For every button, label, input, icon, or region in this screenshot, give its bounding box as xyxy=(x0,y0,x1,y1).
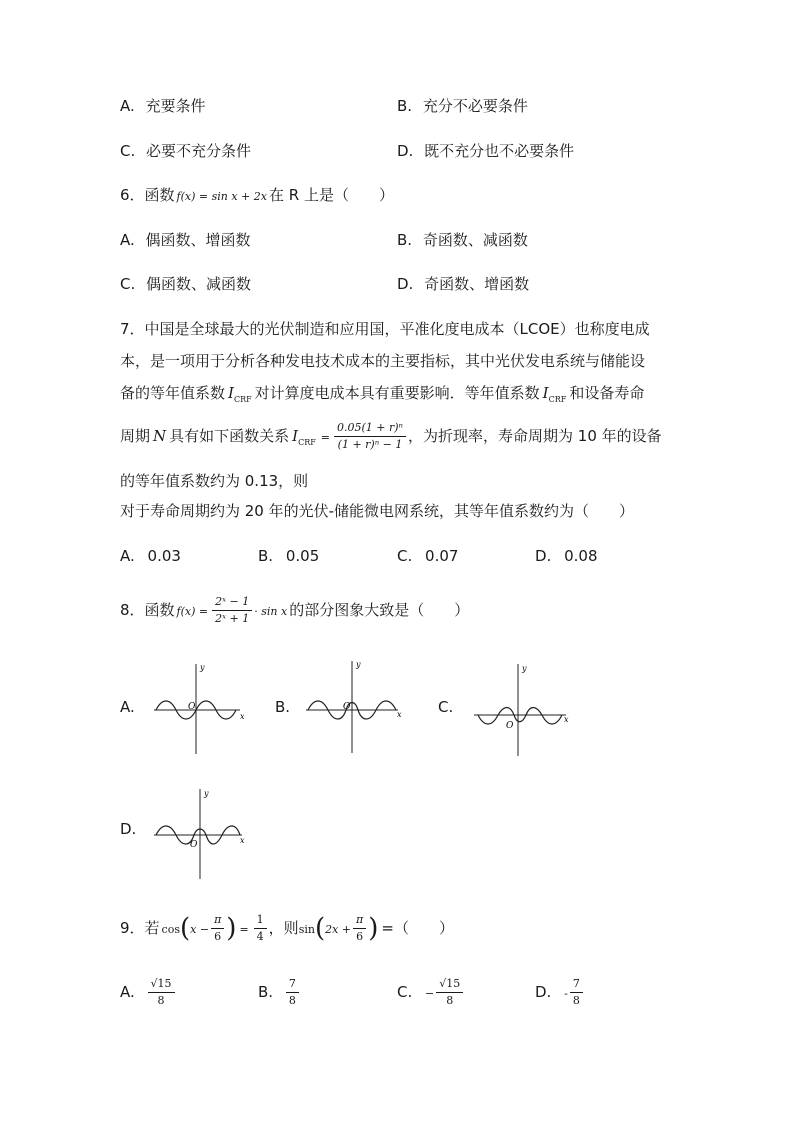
option-denominator: 8 xyxy=(288,994,296,1007)
q8-prefix: 8．函数 xyxy=(120,601,175,619)
q8-denominator: 2ˣ + 1 xyxy=(215,612,250,625)
q7-option-a xyxy=(120,545,181,567)
origin-label: O xyxy=(343,702,351,712)
q6-option-a xyxy=(120,229,251,251)
q7-text: 备的等年值系数 xyxy=(120,384,226,402)
cos-argument: x − xyxy=(190,923,210,936)
q7-option-c xyxy=(397,545,458,567)
pi-numerator: π xyxy=(353,912,366,929)
icrf-var: I xyxy=(228,384,234,402)
icrf-symbol xyxy=(543,384,567,402)
option-letter: B. xyxy=(397,97,413,115)
x-axis-label: x xyxy=(397,710,402,719)
q7-option-b xyxy=(258,545,319,567)
q9-option-b xyxy=(258,974,301,1010)
q7-line-2: 本，是一项用于分析各种发电技术成本的主要指标，其中光伏发电系统与储能设 xyxy=(120,352,646,370)
option-letter: C. xyxy=(120,142,136,160)
option-text: 偶函数、增函数 xyxy=(145,231,251,249)
q7-text: ，为折现率，寿命周期为 10 年的设备 xyxy=(408,427,662,445)
option-text: 0.07 xyxy=(425,547,459,565)
q9-option-d xyxy=(535,974,585,1012)
y-axis-label: y xyxy=(522,664,527,673)
origin-label: O xyxy=(190,840,198,850)
icrf-sub: CRF xyxy=(233,395,252,404)
q9-then: ，则 xyxy=(268,919,299,937)
six-denominator: 6 xyxy=(356,930,364,943)
option-letter: A. xyxy=(120,97,135,115)
icrf-symbol xyxy=(228,384,252,402)
x-axis-label: x xyxy=(240,836,245,845)
six-denominator: 6 xyxy=(214,930,222,943)
option-fraction xyxy=(436,976,463,1009)
y-axis-label: y xyxy=(356,660,361,669)
option-sign: - xyxy=(564,987,568,1000)
q8-lhs: f(x) = xyxy=(176,605,209,618)
q7-line-3 xyxy=(120,382,644,411)
q8-stem xyxy=(120,592,469,630)
q7-line-6: 对于寿命周期约为 20 年的光伏-储能微电网系统，其等年值系数约为（ ） xyxy=(120,502,635,520)
formula-denominator: (1 + r)ⁿ − 1 xyxy=(337,438,403,451)
equals-sign: = xyxy=(239,923,249,936)
q9-option-c xyxy=(397,974,465,1012)
y-axis-label: y xyxy=(204,789,209,798)
q7-text: 周期 xyxy=(120,427,151,445)
option-letter: B. xyxy=(258,547,274,565)
option-denominator: 8 xyxy=(572,994,580,1007)
option-text: 必要不充分条件 xyxy=(146,142,252,160)
icrf-symbol xyxy=(292,427,316,445)
curve xyxy=(478,708,562,725)
graph-b-label: B. xyxy=(275,698,291,716)
q8-suffix: 的部分图象大致是（ ） xyxy=(289,601,470,619)
q6-suffix: 在 R 上是（ ） xyxy=(268,186,394,204)
q6-stem xyxy=(120,184,394,208)
graph-c xyxy=(470,660,574,758)
q6-function: f(x) = sin x + 2x xyxy=(176,190,267,203)
q6-option-b xyxy=(397,229,528,251)
q7-line-1: 7．中国是全球最大的光伏制造和应用国，平准化度电成本（LCOE）也称度电成 xyxy=(120,320,650,338)
option-numerator: 7 xyxy=(286,976,299,993)
cos-symbol: cos xyxy=(161,923,180,936)
q7-line-5: 的等年值系数约为 0.13，则 xyxy=(120,472,309,490)
q9-suffix: =（ ） xyxy=(381,919,454,937)
sin-symbol: sin xyxy=(298,923,315,936)
origin-label: O xyxy=(506,721,514,731)
graph-d xyxy=(150,785,250,881)
option-text: 偶函数、减函数 xyxy=(146,275,252,293)
icrf-var: I xyxy=(292,427,299,445)
pi-over-six xyxy=(211,912,224,945)
option-numerator: √15 xyxy=(148,976,175,993)
q7-option-d xyxy=(535,545,598,567)
option-numerator: √15 xyxy=(436,976,463,993)
q6-option-d xyxy=(397,273,529,295)
option-letter: D. xyxy=(535,547,552,565)
option-letter: C. xyxy=(397,547,413,565)
option-letter: A. xyxy=(120,547,135,565)
option-text: 充要条件 xyxy=(145,97,206,115)
icrf-var: I xyxy=(542,384,549,402)
option-letter: C. xyxy=(397,983,413,1001)
option-letter: C. xyxy=(120,275,136,293)
q9-prefix: 9．若 xyxy=(120,919,160,937)
q5-option-c xyxy=(120,140,251,162)
option-text: 0.03 xyxy=(147,547,181,565)
one-quarter xyxy=(254,912,267,945)
option-denominator: 8 xyxy=(446,994,454,1007)
q7-text: 具有如下函数关系 xyxy=(169,427,290,445)
q9-option-a xyxy=(120,974,177,1010)
q5-option-b xyxy=(397,95,528,117)
n-variable: N xyxy=(153,427,167,445)
q8-rhs: · sin x xyxy=(254,605,288,618)
option-text: 奇函数、增函数 xyxy=(424,275,530,293)
icrf-sub: CRF xyxy=(548,395,567,404)
graph-a-label: A. xyxy=(120,698,135,716)
option-sign: − xyxy=(425,987,435,1000)
graph-b xyxy=(302,655,406,755)
y-axis-label: y xyxy=(200,663,205,672)
x-axis-label: x xyxy=(240,712,245,721)
graph-d-label: D. xyxy=(120,820,137,838)
graph-c-label: C. xyxy=(438,698,454,716)
q8-fraction xyxy=(212,594,252,627)
sin-argument: 2x + xyxy=(325,923,352,936)
option-letter: B. xyxy=(258,983,274,1001)
q5-option-d xyxy=(397,140,574,162)
x-axis-label: x xyxy=(564,715,569,724)
option-letter: D. xyxy=(397,275,414,293)
option-fraction xyxy=(148,976,175,1009)
option-letter: A. xyxy=(120,983,135,1001)
option-fraction xyxy=(286,976,299,1009)
q6-option-c xyxy=(120,273,251,295)
q7-line-4: 周期 N 具有如下函数关系 $I_{CRF}$ = $\frac{\text{0.05(1 + r)ⁿ}}{\text{(1 + r)ⁿ − 1}}$ ，为折现率，寿命周期为 10 年的设备 xyxy=(120,421,662,451)
q7-text: 对计算度电成本具有重要影响．等年值系数 xyxy=(254,384,540,402)
option-numerator: 7 xyxy=(570,976,583,993)
option-letter: D. xyxy=(397,142,414,160)
graph-a xyxy=(148,658,248,756)
q8-numerator: 2ˣ − 1 xyxy=(212,594,252,611)
q6-prefix: 6．函数 xyxy=(120,186,175,204)
option-fraction xyxy=(570,976,583,1009)
option-text: 充分不必要条件 xyxy=(422,97,528,115)
q9-stem: 9．若 cos(x − $\frac{\pi}{6}$ ) = $\frac{1}{4}$ ，则sin(2x + $\frac{\pi}{6}$ ) =（ ） xyxy=(120,913,454,944)
icrf-sub: CRF xyxy=(298,438,316,447)
option-text: 0.08 xyxy=(564,547,598,565)
q5-option-a xyxy=(120,95,206,117)
formula-numerator: 0.05(1 + r)ⁿ xyxy=(334,420,406,437)
option-text: 既不充分也不必要条件 xyxy=(424,142,575,160)
origin-label: O xyxy=(188,702,196,712)
q7-text: 和设备寿命 xyxy=(569,384,645,402)
icrf-formula xyxy=(334,420,406,453)
option-text: 0.05 xyxy=(285,547,320,565)
option-letter: B. xyxy=(397,231,413,249)
option-denominator: 8 xyxy=(157,994,165,1007)
option-letter: A. xyxy=(120,231,135,249)
pi-over-six xyxy=(353,912,366,945)
option-text: 奇函数、减函数 xyxy=(422,231,528,249)
four-denominator: 4 xyxy=(256,930,264,943)
option-letter: D. xyxy=(535,983,552,1001)
one-numerator: 1 xyxy=(254,912,267,929)
pi-numerator: π xyxy=(211,912,224,929)
